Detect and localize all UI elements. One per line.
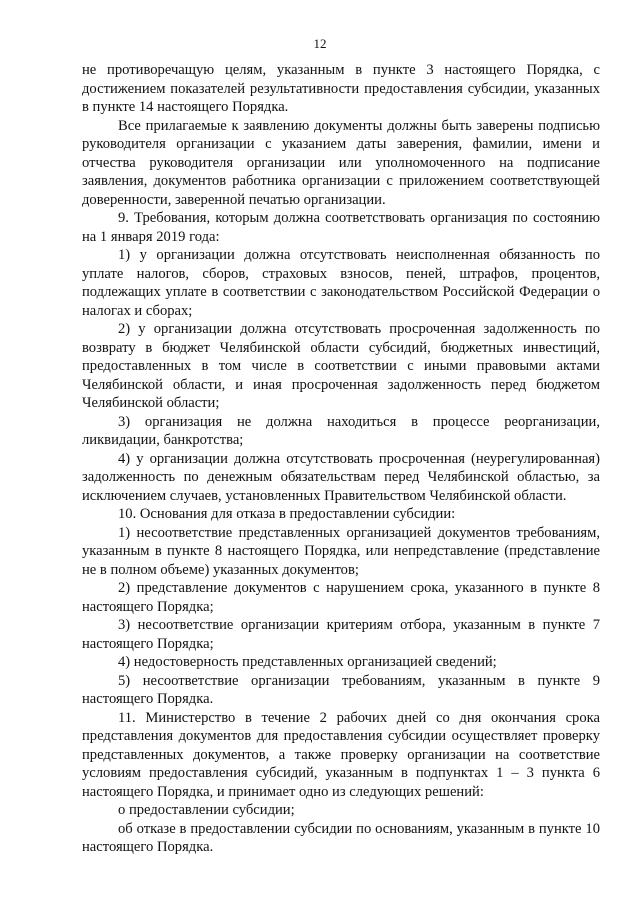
paragraph: 3) организация не должна находиться в процессе реорганизации, ликвидации, банкротства; — [82, 413, 600, 448]
paragraph: 3) несоответствие организации критериям отбора, указанным в пункте 7 настоящего Порядка; — [82, 617, 600, 652]
paragraph: 11. Министерство в течение 2 рабочих дней со дня окончания срока представления документов для предоставления субсидии осуществляет проверку представленных документов, а также проверку организации на соответствие условиям предоставления субсидий, указанным в подпунктах 1 – 3 пункта 6 настоящего Порядка, и принимает одно из следующих решений: — [82, 709, 600, 800]
paragraph: 10. Основания для отказа в предоставлении субсидии: — [118, 506, 456, 522]
paragraph: не противоречащую целям, указанным в пункте 3 настоящего Порядка, с достижением показателей результативности предоставления субсидии, указанных в пункте 14 настоящего Порядка. — [82, 62, 600, 115]
paragraph: Все прилагаемые к заявлению документы должны быть заверены подписью руководителя организации с указанием даты заверения, фамилии, имени и отчества руководителя организации или уполномоченного на подписание заявления, документов работника организации с приложением соответствующей доверенности, заверенной печатью организации. — [82, 117, 600, 208]
paragraph: 1) несоответствие представленных организацией документов требованиям, указанным в пункте 8 настоящего Порядка, или непредставление (представление не в полном объеме) указанных документов; — [82, 524, 600, 578]
paragraph: 2) представление документов с нарушением срока, указанного в пункте 8 настоящего Порядка; — [82, 580, 600, 615]
page-number: 12 — [313, 36, 327, 51]
paragraph: о предоставлении субсидии; — [118, 802, 295, 818]
paragraph: 9. Требования, которым должна соответствовать организация по состоянию на 1 января 2019 года: — [82, 210, 600, 245]
document-body — [82, 61, 600, 857]
paragraph: об отказе в предоставлении субсидии по основаниям, указанным в пункте 10 настоящего Порядка. — [82, 820, 600, 855]
paragraph: 1) у организации должна отсутствовать неисполненная обязанность по уплате налогов, сборов, страховых взносов, пеней, штрафов, процентов, подлежащих уплате в соответствии с законодательством Российской Федерации о налогах и сборах; — [82, 247, 600, 319]
paragraph: 4) недостоверность представленных организацией сведений; — [118, 654, 497, 670]
paragraph: 5) несоответствие организации требованиям, указанным в пункте 9 настоящего Порядка. — [82, 672, 600, 707]
paragraph: 2) у организации должна отсутствовать просроченная задолженность по возврату в бюджет Челябинской области субсидий, бюджетных инвестиций, предоставленных в том числе в соответствии с иными правовыми актами Челябинской области, и иная просроченная задолженность перед бюджетом Челябинской области; — [82, 321, 600, 411]
paragraph: 4) у организации должна отсутствовать просроченная (неурегулированная) задолженность по денежным обязательствам перед Челябинской областью, за исключением случаев, установленных Правительством Челябинской области. — [82, 450, 600, 504]
